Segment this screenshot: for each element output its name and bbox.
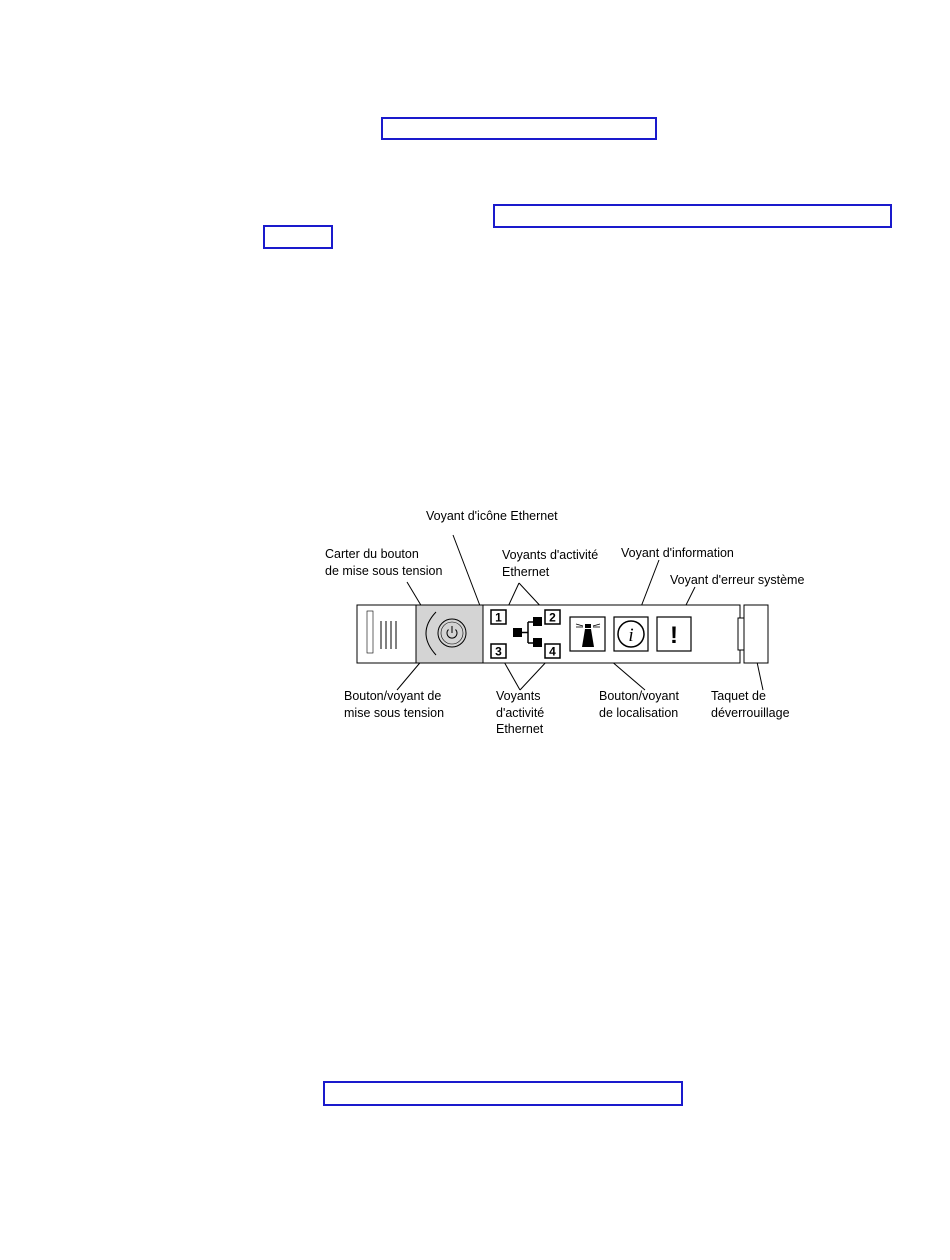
port-number-2: 2 [549, 610, 556, 625]
leader-activity-3 [503, 660, 520, 690]
label-activity-bottom-1: Voyants [496, 689, 541, 703]
label-locator-2: de localisation [599, 706, 679, 720]
port-number-4: 4 [549, 644, 556, 659]
label-release-1: Taquet de [711, 689, 766, 703]
port-number-3: 3 [495, 644, 502, 659]
label-release-2: déverrouillage [711, 706, 790, 720]
label-activity-top-2: Ethernet [502, 565, 550, 579]
label-activity-bottom-3: Ethernet [496, 722, 544, 736]
label-locator-1: Bouton/voyant [599, 689, 679, 703]
label-info-led: Voyant d'information [621, 546, 734, 560]
label-activity-top-1: Voyants d'activité [502, 548, 599, 562]
label-ethernet-icon-led: Voyant d'icône Ethernet [426, 509, 558, 523]
label-power-button-2: mise sous tension [344, 706, 445, 720]
info-glyph: i [628, 625, 634, 646]
label-activity-bottom-2: d'activité [496, 706, 545, 720]
label-power-button-1: Bouton/voyant de [344, 689, 442, 703]
port-number-1: 1 [495, 610, 502, 625]
label-power-cover-2: de mise sous tension [325, 564, 443, 578]
leader-activity-4 [520, 660, 548, 690]
exclamation-icon: ! [670, 622, 678, 649]
label-system-error-led: Voyant d'erreur système [670, 573, 805, 587]
label-power-cover-1: Carter du bouton [325, 547, 419, 561]
release-latch [744, 605, 768, 663]
release-latch-hinge [738, 618, 744, 650]
